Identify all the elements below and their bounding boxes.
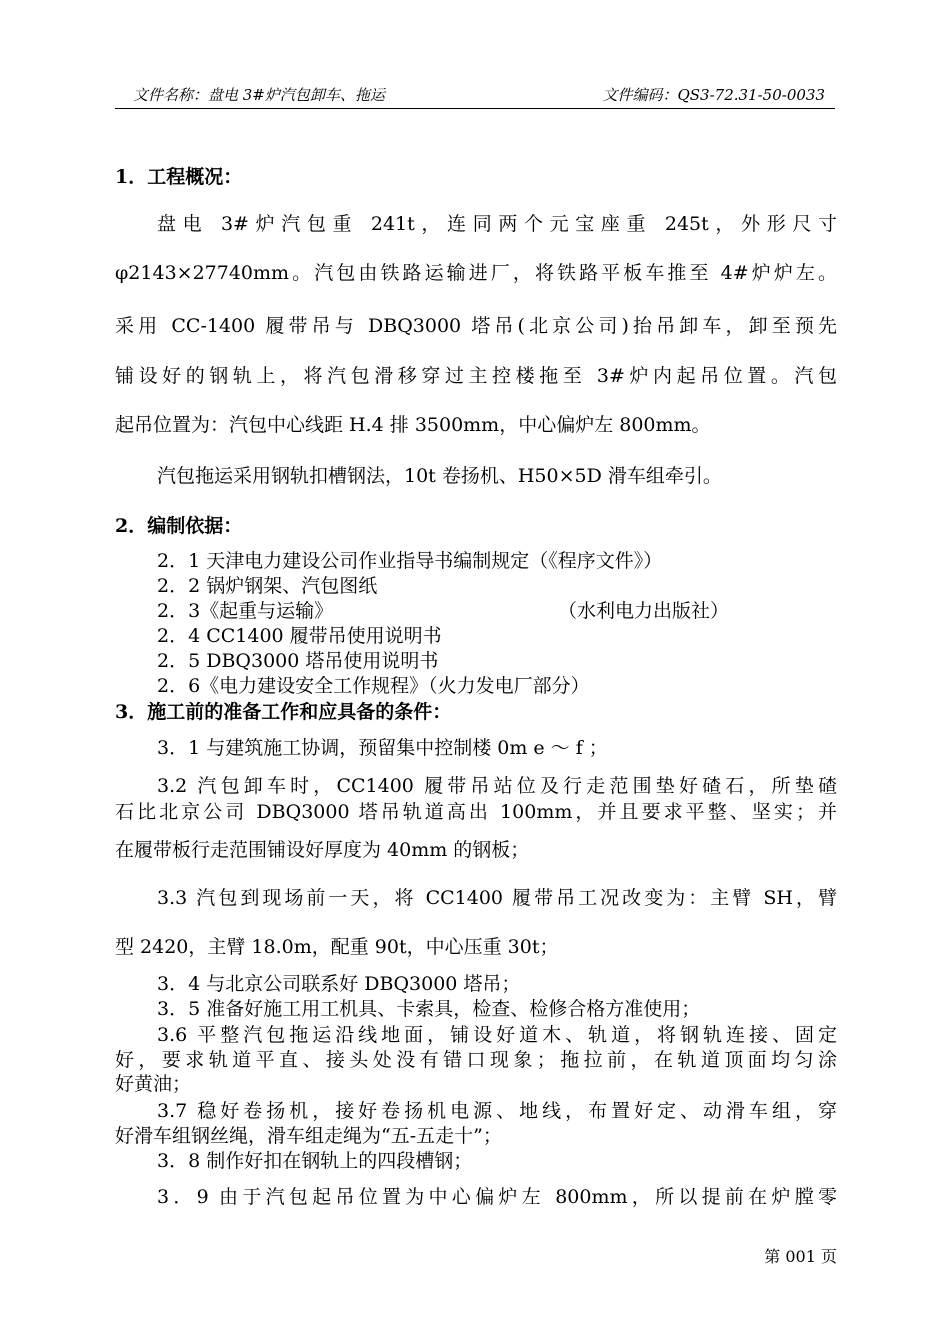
s1-line-6: 汽包拖运采用钢轨扣槽钢法，10t 卷扬机、H50×5D 滑车组牵引。: [157, 465, 722, 487]
s3-line-6: 型 2420，主臂 18.0m，配重 90t，中心压重 30t；: [115, 936, 559, 958]
file-name: 文件名称：盘电 3#炉汽包卸车、拖运: [133, 86, 385, 104]
s3-line-13: 好滑车组钢丝绳，滑车组走绳为“五-五走十”；: [115, 1125, 502, 1147]
s3-line-4: 在履带板行走范围铺设好厚度为 40mm 的钢板；: [115, 839, 530, 861]
s3-line-12: 3.7 稳好卷扬机，接好卷扬机电源、地线，布置好定、动滑车组，穿: [157, 1100, 837, 1122]
s1-line-2: φ2143×27740mm。汽包由铁路运输进厂，将铁路平板车推至 4#炉炉左。: [115, 262, 837, 284]
s1-line-5: 起吊位置为：汽包中心线距 H.4 排 3500mm，中心偏炉左 800mm。: [115, 414, 711, 436]
s3-line-2: 3.2 汽包卸车时，CC1400 履带吊站位及行走范围垫好碴石，所垫碴: [157, 775, 837, 797]
s2-item-3-publisher: （水利电力出版社）: [558, 600, 730, 622]
s2-item-4: 2．4 CC1400 履带吊使用说明书: [157, 625, 442, 647]
s1-line-1: 盘电 3#炉汽包重 241t，连同两个元宝座重 245t，外形尺寸: [157, 213, 837, 235]
s2-item-6: 2．6《电力建设安全工作规程》（火力发电厂部分）: [157, 675, 590, 697]
s2-item-5: 2．5 DBQ3000 塔吊使用说明书: [157, 650, 439, 672]
section-1-title: 1．工程概况：: [115, 166, 243, 188]
s3-line-14: 3．8 制作好扣在钢轨上的四段槽钢；: [157, 1150, 473, 1172]
s3-line-9: 3.6 平整汽包拖运沿线地面，铺设好道木、轨道，将钢轨连接、固定: [157, 1024, 837, 1046]
s2-item-2: 2．2 锅炉钢架、汽包图纸: [157, 575, 378, 597]
s3-line-5: 3.3 汽包到现场前一天，将 CC1400 履带吊工况改变为：主臂 SH，臂: [157, 887, 837, 909]
s3-line-1: 3．1 与建筑施工协调，预留集中控制楼 0m e ～ f ；: [157, 737, 608, 759]
section-2-title: 2．编制依据：: [115, 515, 243, 537]
s1-line-4: 铺设好的钢轨上，将汽包滑移穿过主控楼拖至 3#炉内起吊位置。汽包: [115, 365, 837, 387]
s2-item-3: 2．3《起重与运输》: [157, 600, 334, 622]
s3-line-3: 石比北京公司 DBQ3000 塔吊轨道高出 100mm，并且要求平整、坚实；并: [115, 801, 837, 823]
s3-line-11: 好黄油；: [115, 1073, 192, 1095]
s3-line-8: 3．5 准备好施工用工机具、卡索具，检查、检修合格方准使用；: [157, 998, 701, 1020]
file-code: 文件编码：QS3-72.31-50-0033: [602, 86, 825, 104]
page-number: 第 001 页: [764, 1247, 837, 1266]
s1-line-3: 采用 CC-1400 履带吊与 DBQ3000 塔吊(北京公司)抬吊卸车，卸至预先: [115, 315, 837, 337]
section-3-title: 3．施工前的准备工作和应具备的条件：: [115, 701, 452, 723]
s3-line-10: 好，要求轨道平直、接头处没有错口现象；拖拉前，在轨道顶面均匀涂: [115, 1049, 837, 1071]
page-header: [115, 84, 835, 109]
s2-item-1: 2．1 天津电力建设公司作业指导书编制规定（《程序文件》）: [157, 550, 663, 572]
s3-line-15: 3．9 由于汽包起吊位置为中心偏炉左 800mm，所以提前在炉膛零: [157, 1186, 837, 1208]
s3-line-7: 3．4 与北京公司联系好 DBQ3000 塔吊；: [157, 973, 521, 995]
